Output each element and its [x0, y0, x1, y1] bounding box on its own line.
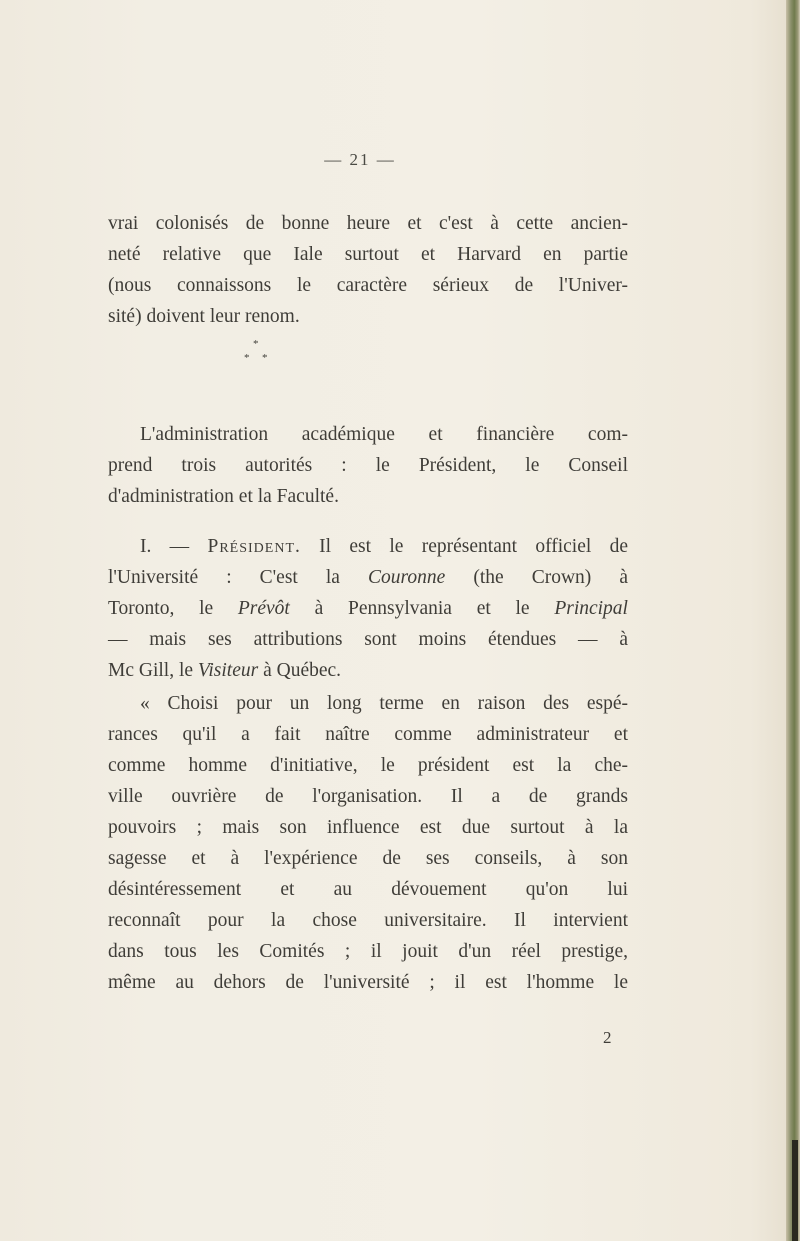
- text-line: dans tous les Comités ; il jouit d'un réel prestige,: [108, 941, 628, 962]
- italic-term: Visiteur: [197, 660, 259, 681]
- italic-term: Couronne: [368, 567, 446, 588]
- text-line: vrai colonisés de bonne heure et c'est à cette ancien-: [108, 213, 628, 234]
- text-line: sité) doivent leur renom.: [108, 306, 300, 327]
- italic-term: Prévôt: [237, 598, 290, 619]
- text-line: rances qu'il a fait naître comme administrateur et: [108, 724, 628, 745]
- paragraph-3: [108, 531, 628, 686]
- text-fragment: Mc Gill, le: [108, 660, 198, 681]
- text-line: L'administration académique et financière com-: [140, 424, 628, 445]
- text-line: même au dehors de l'université ; il est l'homme le: [108, 972, 628, 993]
- text-fragment: Il est le représentant officiel de: [300, 536, 628, 557]
- text-line: désintéressement et au dévouement qu'on lui: [108, 879, 628, 900]
- text-line: pouvoirs ; mais son influence est due surtout à la: [108, 817, 628, 838]
- text-line: d'administration et la Faculté.: [108, 486, 339, 507]
- text-line: prend trois autorités : le Président, le Conseil: [108, 455, 628, 476]
- text-line: [108, 562, 628, 593]
- asterism-divider: [228, 338, 288, 378]
- text-fragment: à Québec.: [258, 660, 342, 681]
- star-mark: *: [244, 352, 250, 364]
- star-mark: *: [262, 352, 268, 364]
- italic-term: Principal: [554, 598, 628, 619]
- section-heading: Président.: [207, 536, 301, 557]
- text-line: neté relative que Iale surtout et Harvard en partie: [108, 244, 628, 265]
- text-line: — mais ses attributions sont moins étendues — à: [108, 629, 628, 650]
- page-number: — 21 —: [324, 150, 396, 169]
- text-fragment: Toronto, le: [108, 598, 238, 619]
- paragraph-1: [108, 208, 628, 332]
- text-line: ville ouvrière de l'organisation. Il a de grands: [108, 786, 628, 807]
- binding-shadow: [792, 1140, 798, 1241]
- text-fragment: à Pennsylvania et le: [289, 598, 555, 619]
- text-line: comme homme d'initiative, le président est la che-: [108, 755, 628, 776]
- paragraph-2: [108, 419, 628, 512]
- text-line: sagesse et à l'expérience de ses conseils, à son: [108, 848, 628, 869]
- text-line: [108, 593, 628, 624]
- text-line: [108, 531, 628, 562]
- star-mark: *: [253, 338, 259, 350]
- text-line: [108, 655, 628, 686]
- section-numeral: I. —: [140, 536, 208, 557]
- catchword: 2: [603, 1028, 612, 1047]
- book-binding-edge: [786, 0, 800, 1241]
- text-line: « Choisi pour un long terme en raison des espé-: [140, 693, 628, 714]
- text-line: (nous connaissons le caractère sérieux de l'Univer-: [108, 275, 628, 296]
- text-line: reconnaît pour la chose universitaire. Il intervient: [108, 910, 628, 931]
- text-fragment: (the Crown) à: [445, 567, 628, 588]
- text-fragment: l'Université : C'est la: [108, 567, 369, 588]
- paragraph-4-quotation: [108, 688, 628, 998]
